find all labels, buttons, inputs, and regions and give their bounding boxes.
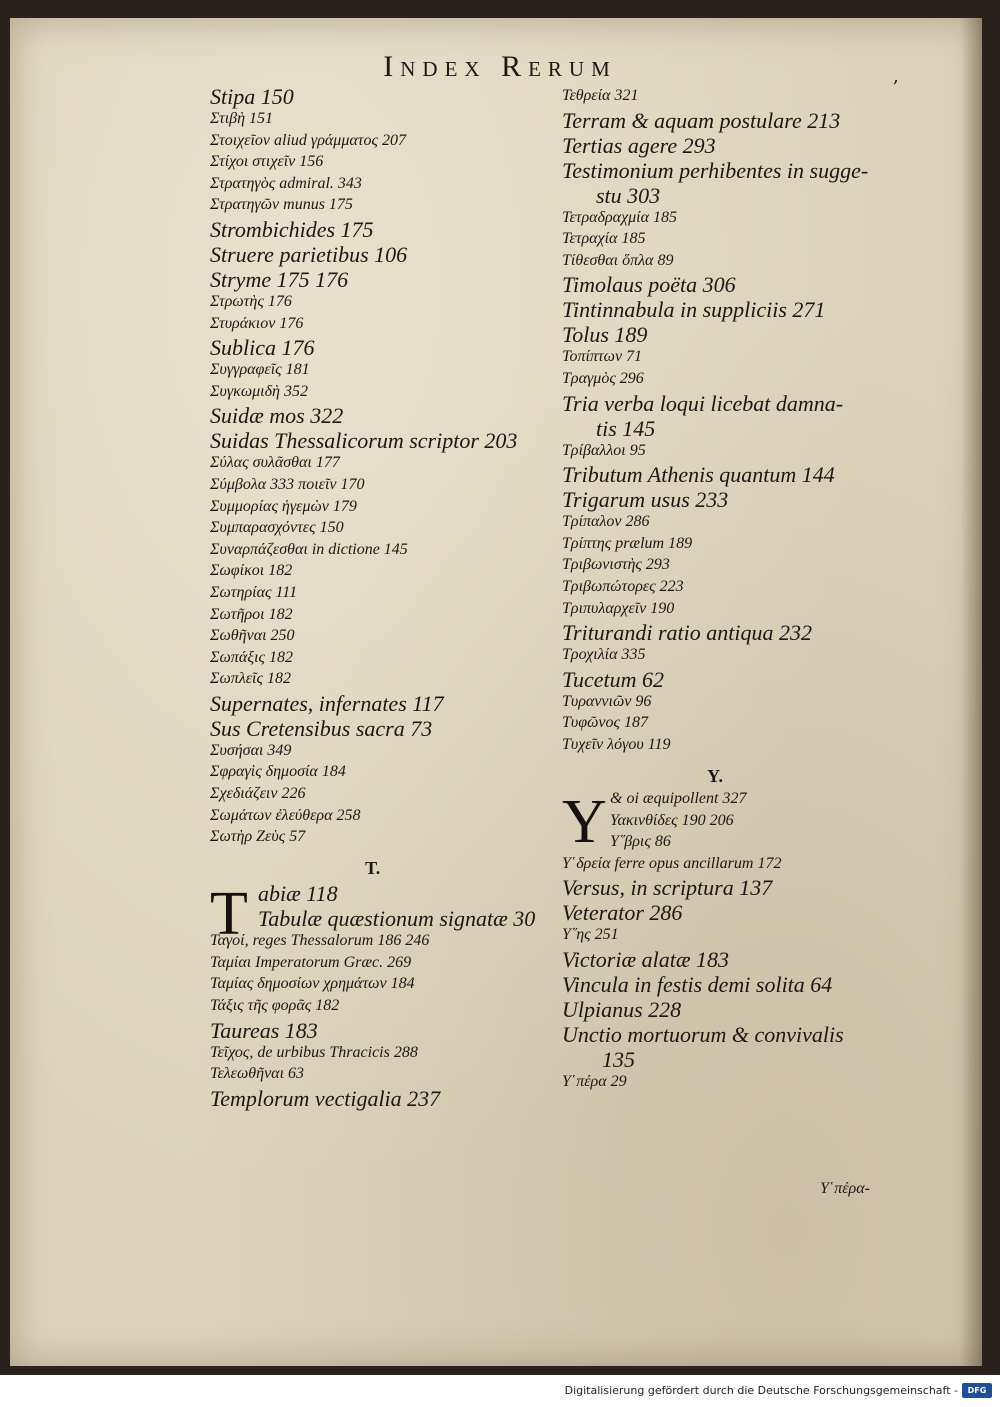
index-entry: Υ῾δρεία ferre opus ancillarum 172 xyxy=(562,854,782,872)
index-entry: Ταμίας δημοσίων χρημάτων 184 xyxy=(210,975,415,993)
index-entry: stu 303 xyxy=(596,182,661,208)
index-entry: Συγγραφεῖς 181 xyxy=(210,361,310,379)
index-entry: Veterator 286 xyxy=(562,900,683,926)
index-entry: Trigarum usus 233 xyxy=(562,487,729,513)
index-entry: Σωπάξις 182 xyxy=(210,648,294,666)
index-entry: Τυραννιῶν 96 xyxy=(562,692,652,710)
index-entry: Tucetum 62 xyxy=(562,666,665,692)
index-entry: Υακινθίδες 190 206 xyxy=(610,811,734,829)
index-entry: Vincula in festis demi solita 64 xyxy=(562,971,833,997)
index-entry: Τεῖχος, de urbibus Thracicis 288 xyxy=(210,1043,418,1061)
index-entry: Τίθεσθαι ὅπλα 89 xyxy=(562,251,674,269)
index-entry: Σφραγὶς δημοσία 184 xyxy=(210,763,346,781)
index-entry: Στοιχεῖον aliud γράμματος 207 xyxy=(210,131,406,149)
index-entry: Τραγμὸς 296 xyxy=(562,369,644,387)
index-entry: Τυφῶνος 187 xyxy=(562,714,648,732)
index-entry: Σύλας συλᾶσθαι 177 xyxy=(210,454,340,472)
index-entry: Timolaus poëta 306 xyxy=(562,272,736,298)
initial-block-y xyxy=(562,787,868,856)
index-entry: Sus Cretensibus sacra 73 xyxy=(210,715,433,741)
index-entry: 135 xyxy=(602,1046,635,1072)
index-entry: Strombichides 175 xyxy=(210,216,374,242)
index-entry: Τριπυλαρχεῖν 190 xyxy=(562,599,675,617)
index-entry: Τριβωπώτορες 223 xyxy=(562,577,684,595)
index-entry: Τροχιλία 335 xyxy=(562,646,646,664)
page-edge-shadow xyxy=(960,18,982,1366)
index-entry: Σωμάτων ἐλεύθερα 258 xyxy=(210,806,361,824)
index-entry: Testimonium perhibentes in sugge- xyxy=(562,157,869,183)
drop-cap-t: T xyxy=(210,880,248,949)
index-entry: Στιβὴ 151 xyxy=(210,110,274,127)
index-entry: Συγκωμιδὴ 352 xyxy=(210,382,308,400)
index-entry: Taureas 183 xyxy=(210,1017,318,1043)
index-entry: Tolus 189 xyxy=(562,322,648,348)
index-entry: Συμμορίας ἡγεμὼν 179 xyxy=(210,497,357,515)
index-entry: Τετραδραχμία 185 xyxy=(562,208,677,226)
index-entry: abiæ 118 xyxy=(258,881,338,907)
index-entry: Στίχοι στιχεῖν 156 xyxy=(210,153,324,171)
index-entry: Σύμβολα 333 ποιεῖν 170 xyxy=(210,475,365,493)
index-entry: Templorum vectigalia 237 xyxy=(210,1085,441,1111)
funding-notice: Digitalisierung gefördert durch die Deutsche Forschungsgemeinschaft - xyxy=(564,1384,958,1397)
index-entry: Supernates, infernates 117 xyxy=(210,690,444,716)
index-entry: Tintinnabula in suppliciis 271 xyxy=(562,297,826,323)
index-entry: Τάξις τῆς φορᾶς 182 xyxy=(210,997,340,1015)
index-entry: Τεθρεία 321 xyxy=(562,87,639,104)
digitization-footer xyxy=(0,1375,1000,1407)
dfg-logo: DFG xyxy=(962,1383,992,1398)
index-entry: tis 145 xyxy=(596,415,656,441)
index-entry: Τετραχία 185 xyxy=(562,230,646,248)
index-entry: Sublica 176 xyxy=(210,335,315,361)
section-letter-y: Y. xyxy=(707,765,724,786)
index-entry: Tria verba loqui licebat damna- xyxy=(562,390,844,416)
index-entry: Tertias agere 293 xyxy=(562,132,716,158)
index-entry: Triturandi ratio antiqua 232 xyxy=(562,620,812,646)
index-entry: Suidæ mos 322 xyxy=(210,403,344,429)
index-entry: Υ῞ης 251 xyxy=(562,926,619,944)
index-entry: Struere parietibus 106 xyxy=(210,241,408,267)
index-entry: Σωθῆναι 250 xyxy=(210,627,295,645)
index-entry: Stipa 150 xyxy=(210,84,294,109)
index-column-left xyxy=(210,86,535,1113)
index-entry: Σχεδιάζειν 226 xyxy=(210,785,306,803)
index-column-right xyxy=(562,88,868,1095)
index-entry: Σωφίκοι 182 xyxy=(210,562,293,580)
index-entry: & oi æquipollent 327 xyxy=(610,789,747,807)
index-entry: Στρατηγὸς admiral. 343 xyxy=(210,174,362,192)
index-entry: Υ῞βρις 86 xyxy=(610,833,671,851)
index-entry: Τρίπτης prælum 189 xyxy=(562,534,693,552)
index-entry: Συμπαρασχόντες 150 xyxy=(210,519,344,537)
index-entry: Συναρπάζεσθαι in dictione 145 xyxy=(210,540,408,558)
index-entry: Tributum Athenis quantum 144 xyxy=(562,462,835,488)
index-entry: Τρίπαλον 286 xyxy=(562,513,650,531)
index-entry: Victoriæ alatæ 183 xyxy=(562,946,730,972)
index-entry: Suidas Thessalicorum scriptor 203 xyxy=(210,428,518,454)
index-entry: Ταμίαι Imperatorum Græc. 269 xyxy=(210,953,412,971)
index-entry: Συσήσαι 349 xyxy=(210,741,292,759)
index-entry: Unctio mortuorum & convivalis xyxy=(562,1021,844,1047)
index-entry: Tabulæ quæstionum signatæ 30 xyxy=(258,906,536,932)
index-entry: Σωτῆροι 182 xyxy=(210,605,293,623)
index-entry: Stryme 175 176 xyxy=(210,266,349,292)
running-head: Index Rerum xyxy=(383,50,617,83)
index-entry: Versus, in scriptura 137 xyxy=(562,875,773,901)
section-letter-t: T. xyxy=(365,858,381,879)
index-entry: Τρίβαλλοι 95 xyxy=(562,441,646,459)
index-entry: Τελεωθῆναι 63 xyxy=(210,1065,305,1083)
index-entry: Σωτηρίας 111 xyxy=(210,583,298,601)
index-entry: Ulpianus 228 xyxy=(562,996,682,1022)
index-entry: Στρατηγῶν munus 175 xyxy=(210,196,353,214)
index-entry: Τοπίπτων 71 xyxy=(562,348,643,366)
index-entry: Τριβωνιστὴς 293 xyxy=(562,556,670,574)
index-entry: Terram & aquam postulare 213 xyxy=(562,107,841,133)
index-entry: Ταγοί, reges Thessalorum 186 246 xyxy=(210,932,430,950)
index-entry: Στυράκιον 176 xyxy=(210,314,304,332)
drop-cap-y: Υ xyxy=(562,787,607,856)
catchword: Υ῾πέρα- xyxy=(820,1180,870,1197)
index-entry: Σωτὴρ Ζεὺς 57 xyxy=(210,828,306,846)
running-head-mark: , xyxy=(893,66,899,87)
index-entry: Υ῾πέρα 29 xyxy=(562,1072,627,1090)
index-entry: Τυχεῖν λόγου 119 xyxy=(562,735,671,753)
index-entry: Σωπλεῖς 182 xyxy=(210,670,291,688)
index-entry: Στρωτὴς 176 xyxy=(210,292,292,310)
